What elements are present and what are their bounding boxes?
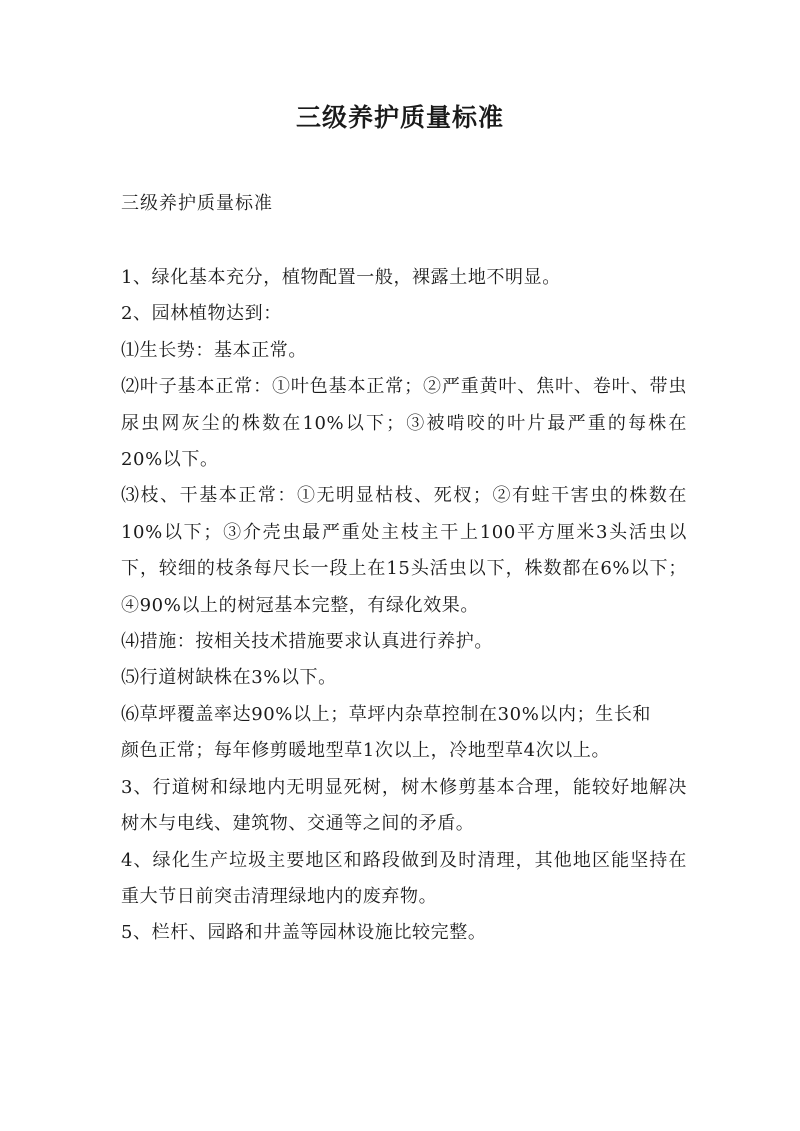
paragraph: 3、行道树和绿地内无明显死树，树木修剪基本合理，能较好地解决树木与电线、建筑物、交通等之间的矛盾。 — [121, 776, 687, 835]
paragraph: 4、绿化生产垃圾主要地区和路段做到及时清理，其他地区能坚持在重大节日前突击清理绿地内的废弃物。 — [121, 849, 687, 907]
paragraph: ⑵叶子基本正常：①叶色基本正常；②严重黄叶、焦叶、卷叶、带虫尿虫网灰尘的株数在10%以下；③被啃咬的叶片最严重的每株在20%以下。 — [121, 376, 687, 471]
document-subtitle: 三级养护质量标准 — [121, 193, 273, 214]
paragraph: ⑷措施：按相关技术措施要求认真进行养护。 — [121, 631, 493, 653]
paragraph: ⑹草坪覆盖率达90%以上；草坪内杂草控制在30%以内；生长和 — [121, 703, 652, 725]
paragraph: 1、绿化基本充分，植物配置一般，裸露土地不明显。 — [121, 267, 561, 288]
paragraph: ⑸行道树缺株在3%以下。 — [121, 667, 337, 689]
paragraph: 2、园林植物达到： — [121, 303, 282, 325]
paragraph: ⑴生长势：基本正常。 — [121, 339, 307, 361]
page-title: 三级养护质量标准 — [295, 103, 504, 132]
paragraph: 颜色正常；每年修剪暖地型草1次以上，冷地型草4次以上。 — [121, 740, 611, 762]
document-body — [121, 260, 687, 952]
paragraph: 5、栏杆、园路和井盖等园林设施比较完整。 — [121, 922, 487, 944]
paragraph: ⑶枝、干基本正常：①无明显枯枝、死杈；②有蛀干害虫的株数在10%以下；③介壳虫最严重处主枝主干上100平方厘米3头活虫以下，较细的枝条每尺长一段上在15头活虫以下，株数都在6%以下；④90%以上的树冠基本完整，有绿化效果。 — [121, 485, 687, 616]
